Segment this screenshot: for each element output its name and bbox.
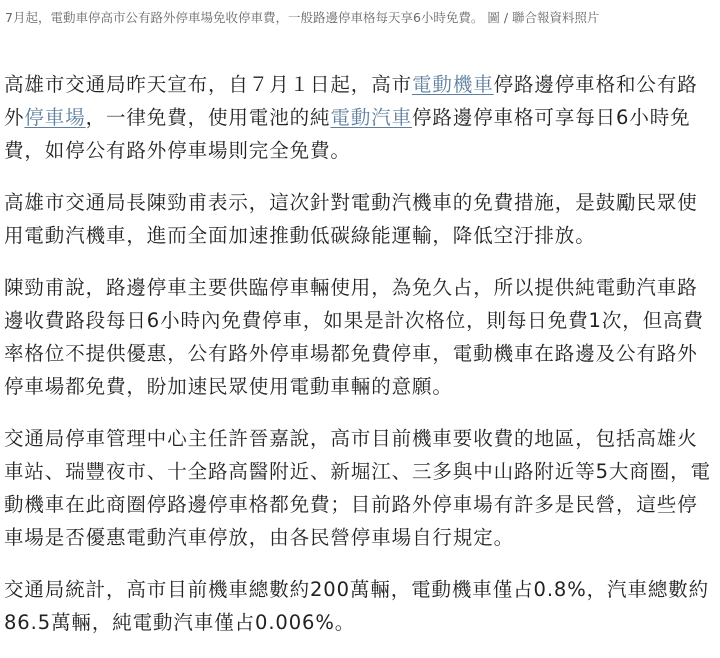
photo-caption: 7月起，電動車停高市公有路外停車場免收停車費，一般路邊停車格每天享6小時免費。 圖 / 聯合報資料照片 bbox=[5, 10, 600, 25]
link-parking-lot[interactable]: 停車場 bbox=[24, 106, 86, 129]
paragraph-text: 高雄市交通局昨天宣布，自７月１日起，高市 bbox=[4, 73, 413, 96]
link-electric-car[interactable]: 電動汽車 bbox=[330, 106, 413, 129]
paragraph-5: 交通局統計，高市目前機車總數約200萬輛，電動機車僅占0.8%，汽車總數約86.5萬輛，純電動汽車僅占0.006%。 bbox=[4, 578, 710, 634]
paragraph-4: 交通局停車管理中心主任許晉嘉說，高市目前機車要收費的地區，包括高雄火車站、瑞豐夜市、十全路高醫附近、新堀江、三多與中山路附近等5大商圈，電動機車在此商圈停路邊停車格都免費；目前路外停車場有許多是民營，這些停車場是否優惠電動汽車停放，由各民營停車場自行規定。 bbox=[4, 427, 711, 549]
paragraph-3: 陳勁甫說，路邊停車主要供臨停車輛使用，為免久占，所以提供純電動汽車路邊收費路段每日6小時內免費停車，如果是計次格位，則每日免費1次，但高費率格位不提供優惠，公有路外停車場都免費停車，電動機車在路邊及公有路外停車場都免費，盼加速民眾使用電動車輛的意願。 bbox=[4, 276, 704, 398]
paragraph-text: 停路邊停車格可享每日6小時免費，如停公有路外停車場則完全免費。 bbox=[4, 106, 691, 162]
article-body bbox=[4, 68, 716, 658]
paragraph-1 bbox=[4, 68, 716, 167]
paragraph-text: ，一律免費，使用電池的純 bbox=[85, 106, 331, 129]
paragraph-text: 停路邊停車格和公有路外 bbox=[4, 73, 698, 129]
link-electric-scooter[interactable]: 電動機車 bbox=[412, 73, 494, 96]
paragraph-2: 高雄市交通局長陳勁甫表示，這次針對電動汽機車的免費措施，是鼓勵民眾使用電動汽機車，進而全面加速推動低碳綠能運輸，降低空汙排放。 bbox=[4, 191, 698, 247]
